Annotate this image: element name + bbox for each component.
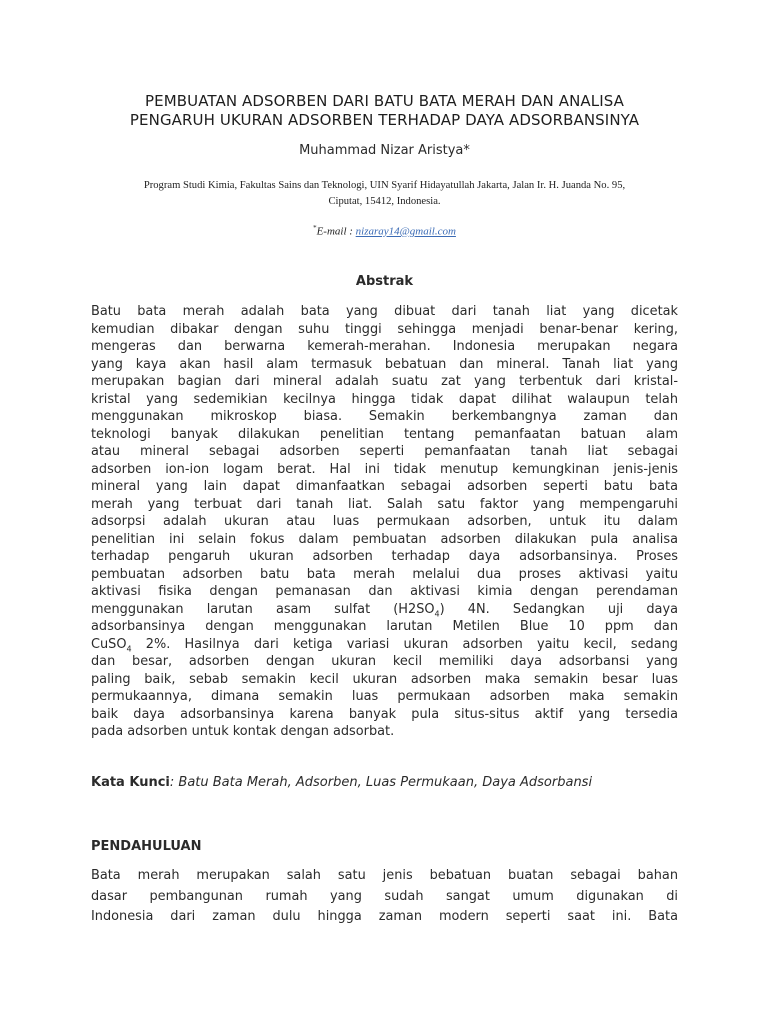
intro-line: dasar pembangunan rumah yang sudah sangat umum digunakan di <box>91 888 678 904</box>
formula-post: ) 4N. Sedangkan uji daya <box>439 601 678 617</box>
abstract-body <box>91 303 678 741</box>
abstract-line: pada adsorben untuk kontak dengan adsorbat. <box>91 724 395 739</box>
intro-line: Bata merah merupakan salah satu jenis bebatuan buatan sebagai bahan <box>91 868 678 883</box>
keywords-label: Kata Kunci <box>91 775 170 790</box>
abstract-line: adsorben ion-ion logam berat. Hal ini tidak menutup kemungkinan jenis-jenis <box>91 461 678 477</box>
formula-pre: CuSO <box>91 636 127 652</box>
abstract-heading: Abstrak <box>355 274 414 289</box>
email-link[interactable]: nizaray14@gmail.com <box>355 225 456 238</box>
formula-post: 2%. Hasilnya dari ketiga variasi ukuran adsorben yaitu kecil, sedang <box>131 636 678 652</box>
formula-pre: menggunakan larutan asam sulfat (H2SO <box>91 601 435 617</box>
abstract-line: pembuatan adsorben batu bata merah melalui dua proses aktivasi yaitu <box>91 566 678 582</box>
affiliation <box>91 178 678 210</box>
abstract-line-formula <box>91 601 678 619</box>
abstract-line: penelitian ini selain fokus dalam pembuatan adsorben dilakukan pula analisa <box>91 531 678 547</box>
abstract-line: merupakan bagian dari mineral adalah suatu zat yang terbentuk dari kristal- <box>91 374 678 389</box>
introduction-body <box>91 866 678 928</box>
abstract-line: baik daya adsorbansinya karena banyak pula situs-situs aktif yang tersedia <box>91 706 678 722</box>
affiliation-line-1: Program Studi Kimia, Fakultas Sains dan Teknologi, UIN Syarif Hidayatullah Jakarta, Jalan Ir. H. Juanda No. 95, <box>143 180 626 191</box>
abstract-line: mineral yang lain dapat dimanfaatkan sebagai adsorben seperti batu bata <box>91 479 678 494</box>
abstract-line-formula <box>91 636 678 654</box>
abstract-line: kemudian dibakar dengan suhu tinggi sehingga menjadi benar-benar kering, <box>91 321 678 337</box>
abstract-line: terhadap pengaruh ukuran adsorben terhadap daya adsorbansinya. Proses <box>91 549 678 564</box>
keywords <box>91 775 678 790</box>
title-line-2: PENGARUH UKURAN ADSORBEN TERHADAP DAYA ADSORBANSINYA <box>129 111 640 129</box>
abstract-line: permukaannya, dimana semakin luas permukaan adsorben maka semakin <box>91 689 678 704</box>
abstract-line: merah yang terbuat dari tanah liat. Salah satu faktor yang mempengaruhi <box>91 496 678 512</box>
author-name: Muhammad Nizar Aristya* <box>299 143 470 158</box>
email-line <box>91 224 678 238</box>
title-line-1: PEMBUATAN ADSORBEN DARI BATU BATA MERAH DAN ANALISA <box>144 92 625 110</box>
email-label: E-mail : <box>316 225 356 238</box>
keywords-values: : Batu Bata Merah, Adsorben, Luas Permukaan, Daya Adsorbansi <box>169 775 593 790</box>
formula-subscript: 4 <box>434 609 440 619</box>
abstract-line: dan besar, adsorben dengan ukuran kecil memiliki daya adsorbansi yang <box>91 654 678 669</box>
abstract-line: atau mineral sebagai adsorben seperti pemanfaatan tanah liat sebagai <box>91 444 678 459</box>
abstract-line: adsorbansinya dengan menggunakan larutan Metilen Blue 10 ppm dan <box>91 619 678 634</box>
abstract-line: Batu bata merah adalah bata yang dibuat dari tanah liat yang dicetak <box>91 304 678 319</box>
paper-title <box>81 92 688 130</box>
abstract-line: paling baik, sebab semakin kecil ukuran adsorben maka semakin besar luas <box>91 671 678 687</box>
abstract-line: kristal yang sedemikian kecilnya hingga tidak dapat dilihat walaupun telah <box>91 391 678 407</box>
affiliation-line-2: Ciputat, 15412, Indonesia. <box>328 196 441 207</box>
intro-line: Indonesia dari zaman dulu hingga zaman modern seperti saat ini. Bata <box>91 909 678 924</box>
abstract-line: adsorpsi adalah ukuran atau luas permukaan adsorben, untuk itu dalam <box>91 514 678 529</box>
abstract-line: yang kaya akan hasil alam termasuk bebatuan dan mineral. Tanah liat yang <box>91 356 678 372</box>
abstract-line: menggunakan mikroskop biasa. Semakin berkembangnya zaman dan <box>91 409 678 424</box>
introduction-heading: PENDAHULUAN <box>91 839 202 854</box>
email-marker: * <box>313 224 317 232</box>
abstract-line: mengeras dan berwarna kemerah-merahan. Indonesia merupakan negara <box>91 339 678 354</box>
formula-subscript: 4 <box>126 644 132 654</box>
abstract-line: teknologi banyak dilakukan penelitian tentang pemanfaatan batuan alam <box>91 426 678 442</box>
abstract-line: aktivasi fisika dengan pemanasan dan aktivasi kimia dengan perendaman <box>91 584 678 599</box>
